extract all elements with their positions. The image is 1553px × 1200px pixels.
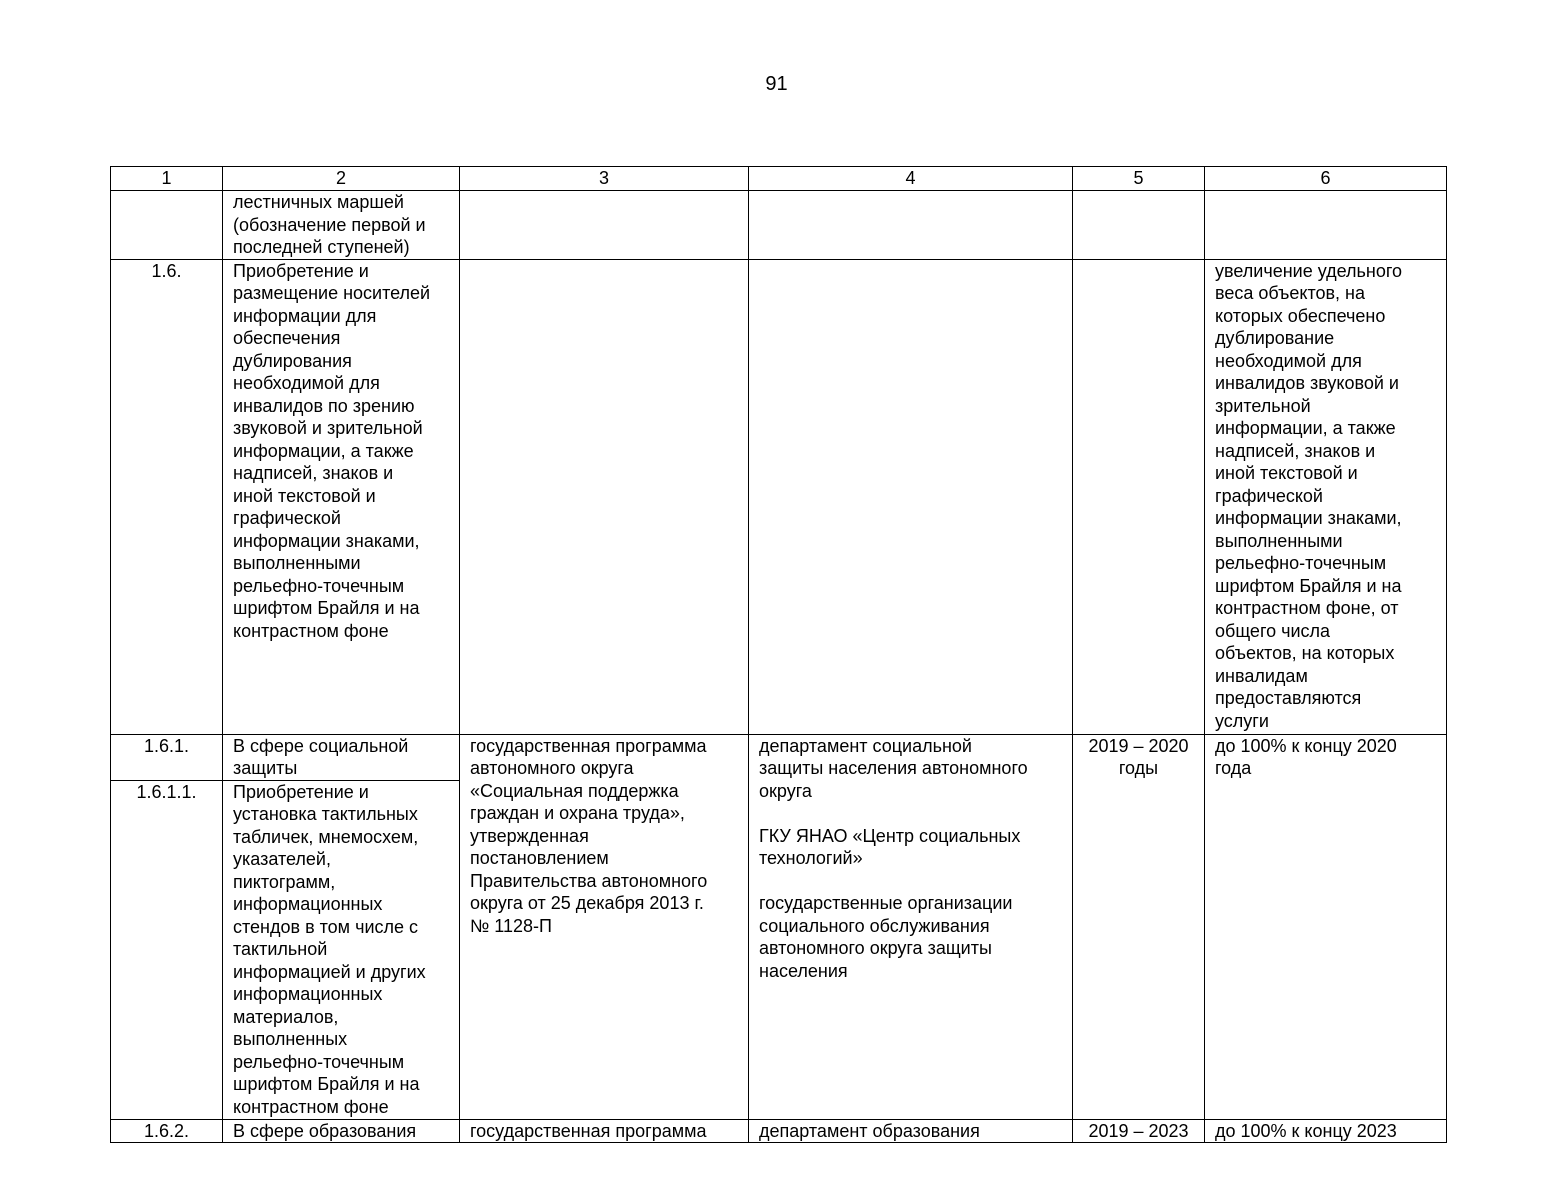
executor-cell: департамент социальной защиты населения автономного округа ГКУ ЯНАО «Центр социальных технологий» государственные организации социального обслуживания автономного округа защиты населения — [749, 734, 1073, 1119]
period-cell — [1073, 191, 1205, 260]
program-cell: государственная программа автономного округа «Социальная поддержка граждан и охрана труда», утвержденная постановлением Правительства автономного округа от 25 декабря 2013 г. № 1128-П — [460, 734, 749, 1119]
indicator-cell — [1205, 191, 1447, 260]
indicator-cell: до 100% к концу 2023 — [1205, 1119, 1447, 1143]
row-number: 1.6.2. — [111, 1119, 223, 1143]
indicator-cell: увеличение удельного веса объектов, на которых обеспечено дублирование необходимой для инвалидов звуковой и зрительной информации, а также надписей, знаков и иной текстовой и графической информации знаками, выполненными рельефно-точечным шрифтом Брайля и на контрастном фоне, от общего числа объектов, на которых инвалидам предоставляются услуги — [1205, 259, 1447, 734]
column-header: 5 — [1073, 167, 1205, 191]
period-cell: 2019 – 2020 годы — [1073, 734, 1205, 1119]
row-number: 1.6.1.1. — [111, 780, 223, 1119]
period-cell: 2019 – 2023 — [1073, 1119, 1205, 1143]
executor-cell — [749, 259, 1073, 734]
page-number: 91 — [765, 73, 788, 95]
row-number: 1.6. — [111, 259, 223, 734]
column-header: 4 — [749, 167, 1073, 191]
period-cell — [1073, 259, 1205, 734]
indicator-cell: до 100% к концу 2020 года — [1205, 734, 1447, 1119]
measure-cell: В сфере социальной защиты — [223, 734, 460, 780]
measure-cell: Приобретение и размещение носителей информации для обеспечения дублирования необходимой для инвалидов по зрению звуковой и зрительной информации, а также надписей, знаков и иной текстовой и графической информации знаками, выполненными рельефно-точечным шрифтом Брайля и на контрастном фоне — [223, 259, 460, 734]
program-cell — [460, 259, 749, 734]
table-header-row — [111, 167, 1447, 191]
column-header: 3 — [460, 167, 749, 191]
program-cell — [460, 191, 749, 260]
column-header: 1 — [111, 167, 223, 191]
measure-cell: В сфере образования — [223, 1119, 460, 1143]
executor-cell: департамент образования — [749, 1119, 1073, 1143]
column-header: 2 — [223, 167, 460, 191]
executor-cell — [749, 191, 1073, 260]
measure-cell: лестничных маршей (обозначение первой и последней ступеней) — [223, 191, 460, 260]
row-number: 1.6.1. — [111, 734, 223, 780]
column-header: 6 — [1205, 167, 1447, 191]
measures-table — [110, 166, 1447, 1143]
table-row — [111, 1119, 1447, 1143]
program-cell: государственная программа — [460, 1119, 749, 1143]
table-row — [111, 191, 1447, 260]
row-number — [111, 191, 223, 260]
table-row — [111, 259, 1447, 734]
table-row — [111, 734, 1447, 780]
measure-cell: Приобретение и установка тактильных табличек, мнемосхем, указателей, пиктограмм, информационных стендов в том числе с тактильной информацией и других информационных материалов, выполненных рельефно-точечным шрифтом Брайля и на контрастном фоне — [223, 780, 460, 1119]
